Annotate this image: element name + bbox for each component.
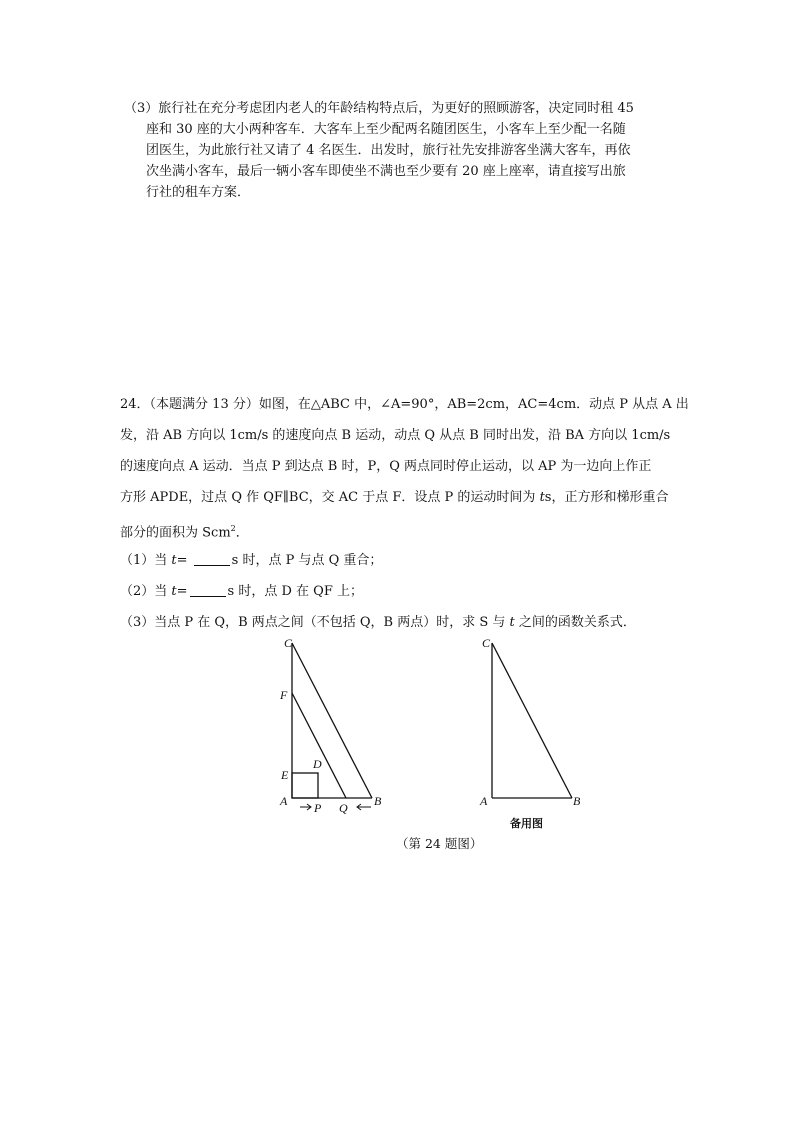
q24-line-3: 的速度向点 A 运动．当点 P 到达点 B 时，P，Q 两点同时停止运动，以 AP 为一边向上作正 [120,459,652,474]
sub1-eq: = [176,553,192,568]
answer-blank-2[interactable] [190,582,226,597]
q24-line-5 [120,518,249,543]
q3-line-5: 行社的租车方案． [146,185,251,200]
label-a: A [280,794,288,808]
label-c: C [284,636,293,650]
spare-label-b: B [573,794,581,808]
sub2-prefix: （2）当 [120,584,172,599]
sub2-t: t [171,584,177,599]
square-apde [292,773,318,798]
sub1-t: t [171,553,177,568]
spare-figure-caption: 备用图 [510,817,543,830]
label-b: B [374,794,382,808]
sub2-eq: = [176,584,188,599]
side-bc [292,643,372,798]
answer-blank-1[interactable] [194,551,230,566]
sub3-prefix: （3）当点 P 在 Q，B 两点之间（不包括 Q，B 两点）时，求 S 与 [120,615,510,630]
q24-superscript: 2 [230,524,236,533]
q24-line-4-c: s，正方形和梯形重合 [544,490,669,505]
segment-qf [292,693,346,798]
q24-line-2: 发，沿 AB 方向以 1cm/s 的速度向点 B 运动，动点 Q 从点 B 同时出发，沿 BA 方向以 1cm/s [120,428,671,443]
label-f: F [280,688,288,702]
figure-spare-triangle [475,633,595,833]
q3-line-1: （3）旅行社在充分考虑团内老人的年龄结构特点后，为更好的照顾游客，决定同时租 45 [124,101,634,116]
q24-line-4 [120,487,668,508]
q24-sub-question-1 [120,550,382,571]
q24-sub-question-2 [120,581,363,602]
question-3-previous [124,98,634,203]
sub3-t: t [509,615,515,630]
sub1-prefix: （1）当 [120,553,172,568]
sub3-suffix: 之间的函数关系式． [514,615,636,630]
q3-line-4: 次坐满小客车，最后一辆小客车即使坐不满也至少要有 20 座上座率，请直接写出旅 [146,164,626,179]
q24-line-4-a: 方形 APDE，过点 Q 作 QF∥BC，交 AC 于点 F．设点 P 的运动时间为 [120,490,540,505]
spare-label-c: C [482,636,491,650]
figure-caption: （第 24 题图） [396,836,483,851]
label-e: E [281,768,289,782]
label-q: Q [339,801,348,815]
spare-side-bc [492,643,572,798]
sub2-suffix: s 时，点 D 在 QF 上； [227,584,363,599]
q24-line-5-c: ． [235,525,249,541]
sub1-suffix: s 时，点 P 与点 Q 重合； [231,553,383,568]
q24-line-5-a: 部分的面积为 Scm [120,525,231,541]
spare-label-a: A [480,794,488,808]
q3-line-3: 团医生，为此旅行社又请了 4 名医生．出发时，旅行社先安排游客坐满大客车，再依 [146,143,631,158]
label-d: D [313,757,322,771]
q24-sub-question-3 [120,612,636,633]
label-p: P [314,801,322,815]
figure-main-triangle [275,633,405,833]
q24-line-1: 24．（本题满分 13 分）如图，在△ABC 中，∠A=90°，AB=2cm，AC=4cm．动点 P 从点 A 出 [120,397,689,412]
q24-variable-t: t [539,490,545,505]
q3-line-2: 座和 30 座的大小两种客车．大客车上至少配两名随团医生，小客车上至少配一名随 [146,122,626,137]
